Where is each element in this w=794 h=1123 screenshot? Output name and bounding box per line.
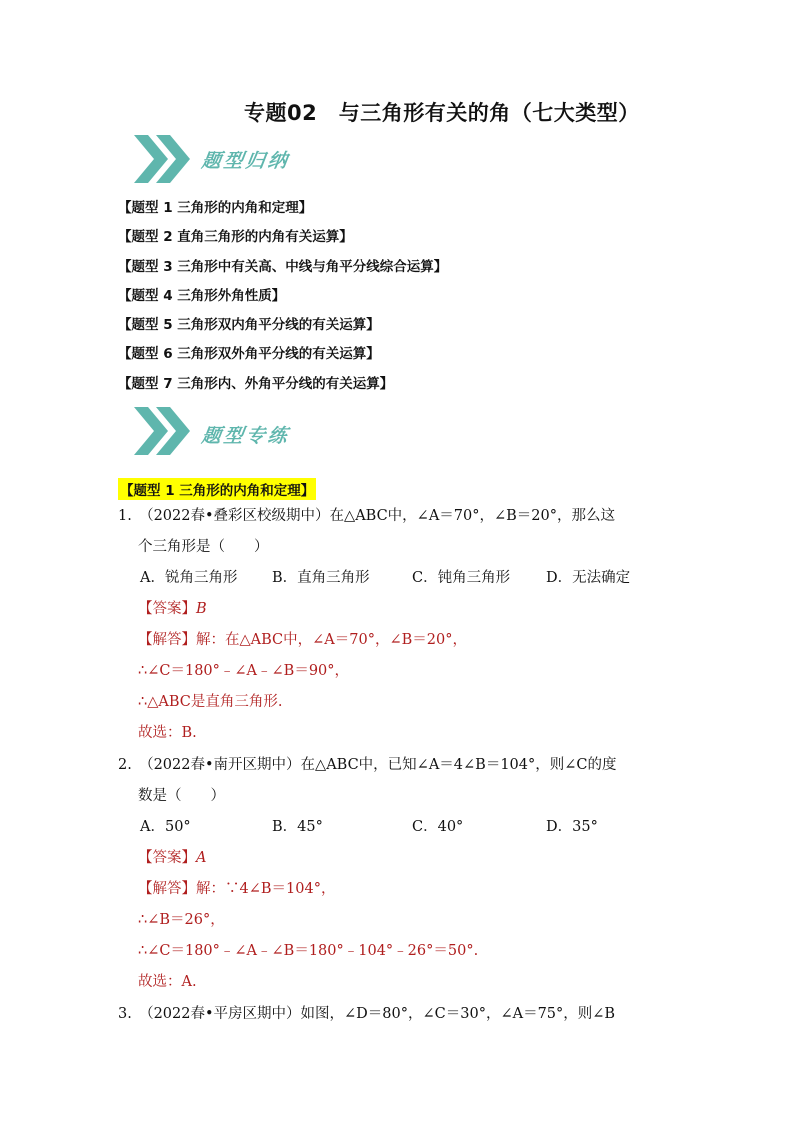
double-chevron-icon [130,131,200,187]
type-list-item: 【题型 6 三角形双外角平分线的有关运算】 [118,346,380,363]
question-2-option-b: B．45° [272,819,323,835]
question-2-stem-line1: 2. （2022春•南开区期中）在△ABC中，已知∠A＝4∠B＝104°，则∠C的度 [118,757,617,773]
section-banner-practice [130,403,330,463]
question-1-option-d: D．无法确定 [546,570,631,586]
question-2-option-d: D．35° [546,819,598,835]
answer-value: A [196,850,207,866]
type-list-item: 【题型 7 三角形内、外角平分线的有关运算】 [118,375,394,392]
question-1-solution-line3: ∴△ABC是直角三角形. [138,694,283,710]
question-2-conclusion: 故选：A. [138,974,197,990]
double-chevron-icon [130,403,200,459]
answer-value: B [196,601,207,617]
banner-title-summary: 题型归纳 [200,150,292,172]
question-2-solution-line3: ∴∠C＝180°﹣∠A﹣∠B＝180°﹣104°﹣26°＝50°. [138,943,479,959]
type-list-item: 【题型 5 三角形双内角平分线的有关运算】 [118,317,380,334]
banner-title-practice: 题型专练 [200,425,292,447]
question-2-solution-line2: ∴∠B＝26°， [138,912,225,928]
section-heading: 【题型 1 三角形的内角和定理】 [118,478,316,500]
answer-label: 【答案】 [138,850,196,866]
type-list-item: 【题型 4 三角形外角性质】 [118,287,286,304]
question-2-solution-line1 [138,879,335,899]
question-3-stem-line1: 3. （2022春•平房区期中）如图，∠D＝80°，∠C＝30°，∠A＝75°，则∠B [118,1006,616,1022]
section-banner-summary [130,131,330,191]
type-list-item: 【题型 1 三角形的内角和定理】 [118,200,313,216]
question-1-stem-line2: 个三角形是（ ） [138,539,269,555]
page-title: 专题02 与三角形有关的角（七大类型） [244,101,640,125]
question-2-stem-line2: 数是（ ） [138,788,225,804]
solution-text: 解：在△ABC中，∠A＝70°，∠B＝20°， [196,632,467,648]
solution-label: 【解答】 [138,632,196,648]
type-list [118,198,447,403]
question-1-answer [138,599,207,619]
question-1-stem-line1: 1. （2022春•叠彩区校级期中）在△ABC中，∠A＝70°，∠B＝20°，那么这 [118,508,616,524]
type-list-item: 【题型 2 直角三角形的内角有关运算】 [118,229,353,246]
question-1-option-c: C．钝角三角形 [412,570,511,586]
solution-label: 【解答】 [138,881,196,897]
answer-label: 【答案】 [138,601,196,617]
question-1-solution-line1 [138,630,467,650]
question-1-conclusion: 故选：B. [138,725,197,741]
question-2-option-c: C．40° [412,819,464,835]
question-1-option-a: A．锐角三角形 [140,570,238,586]
question-1-option-b: B．直角三角形 [272,570,370,586]
question-2-answer [138,848,206,868]
question-1-solution-line2: ∴∠C＝180°﹣∠A﹣∠B＝90°， [138,663,350,679]
type-list-item: 【题型 3 三角形中有关高、中线与角平分线综合运算】 [118,258,448,275]
question-2-option-a: A．50° [140,819,191,835]
solution-text: 解：∵4∠B＝104°， [196,881,336,897]
